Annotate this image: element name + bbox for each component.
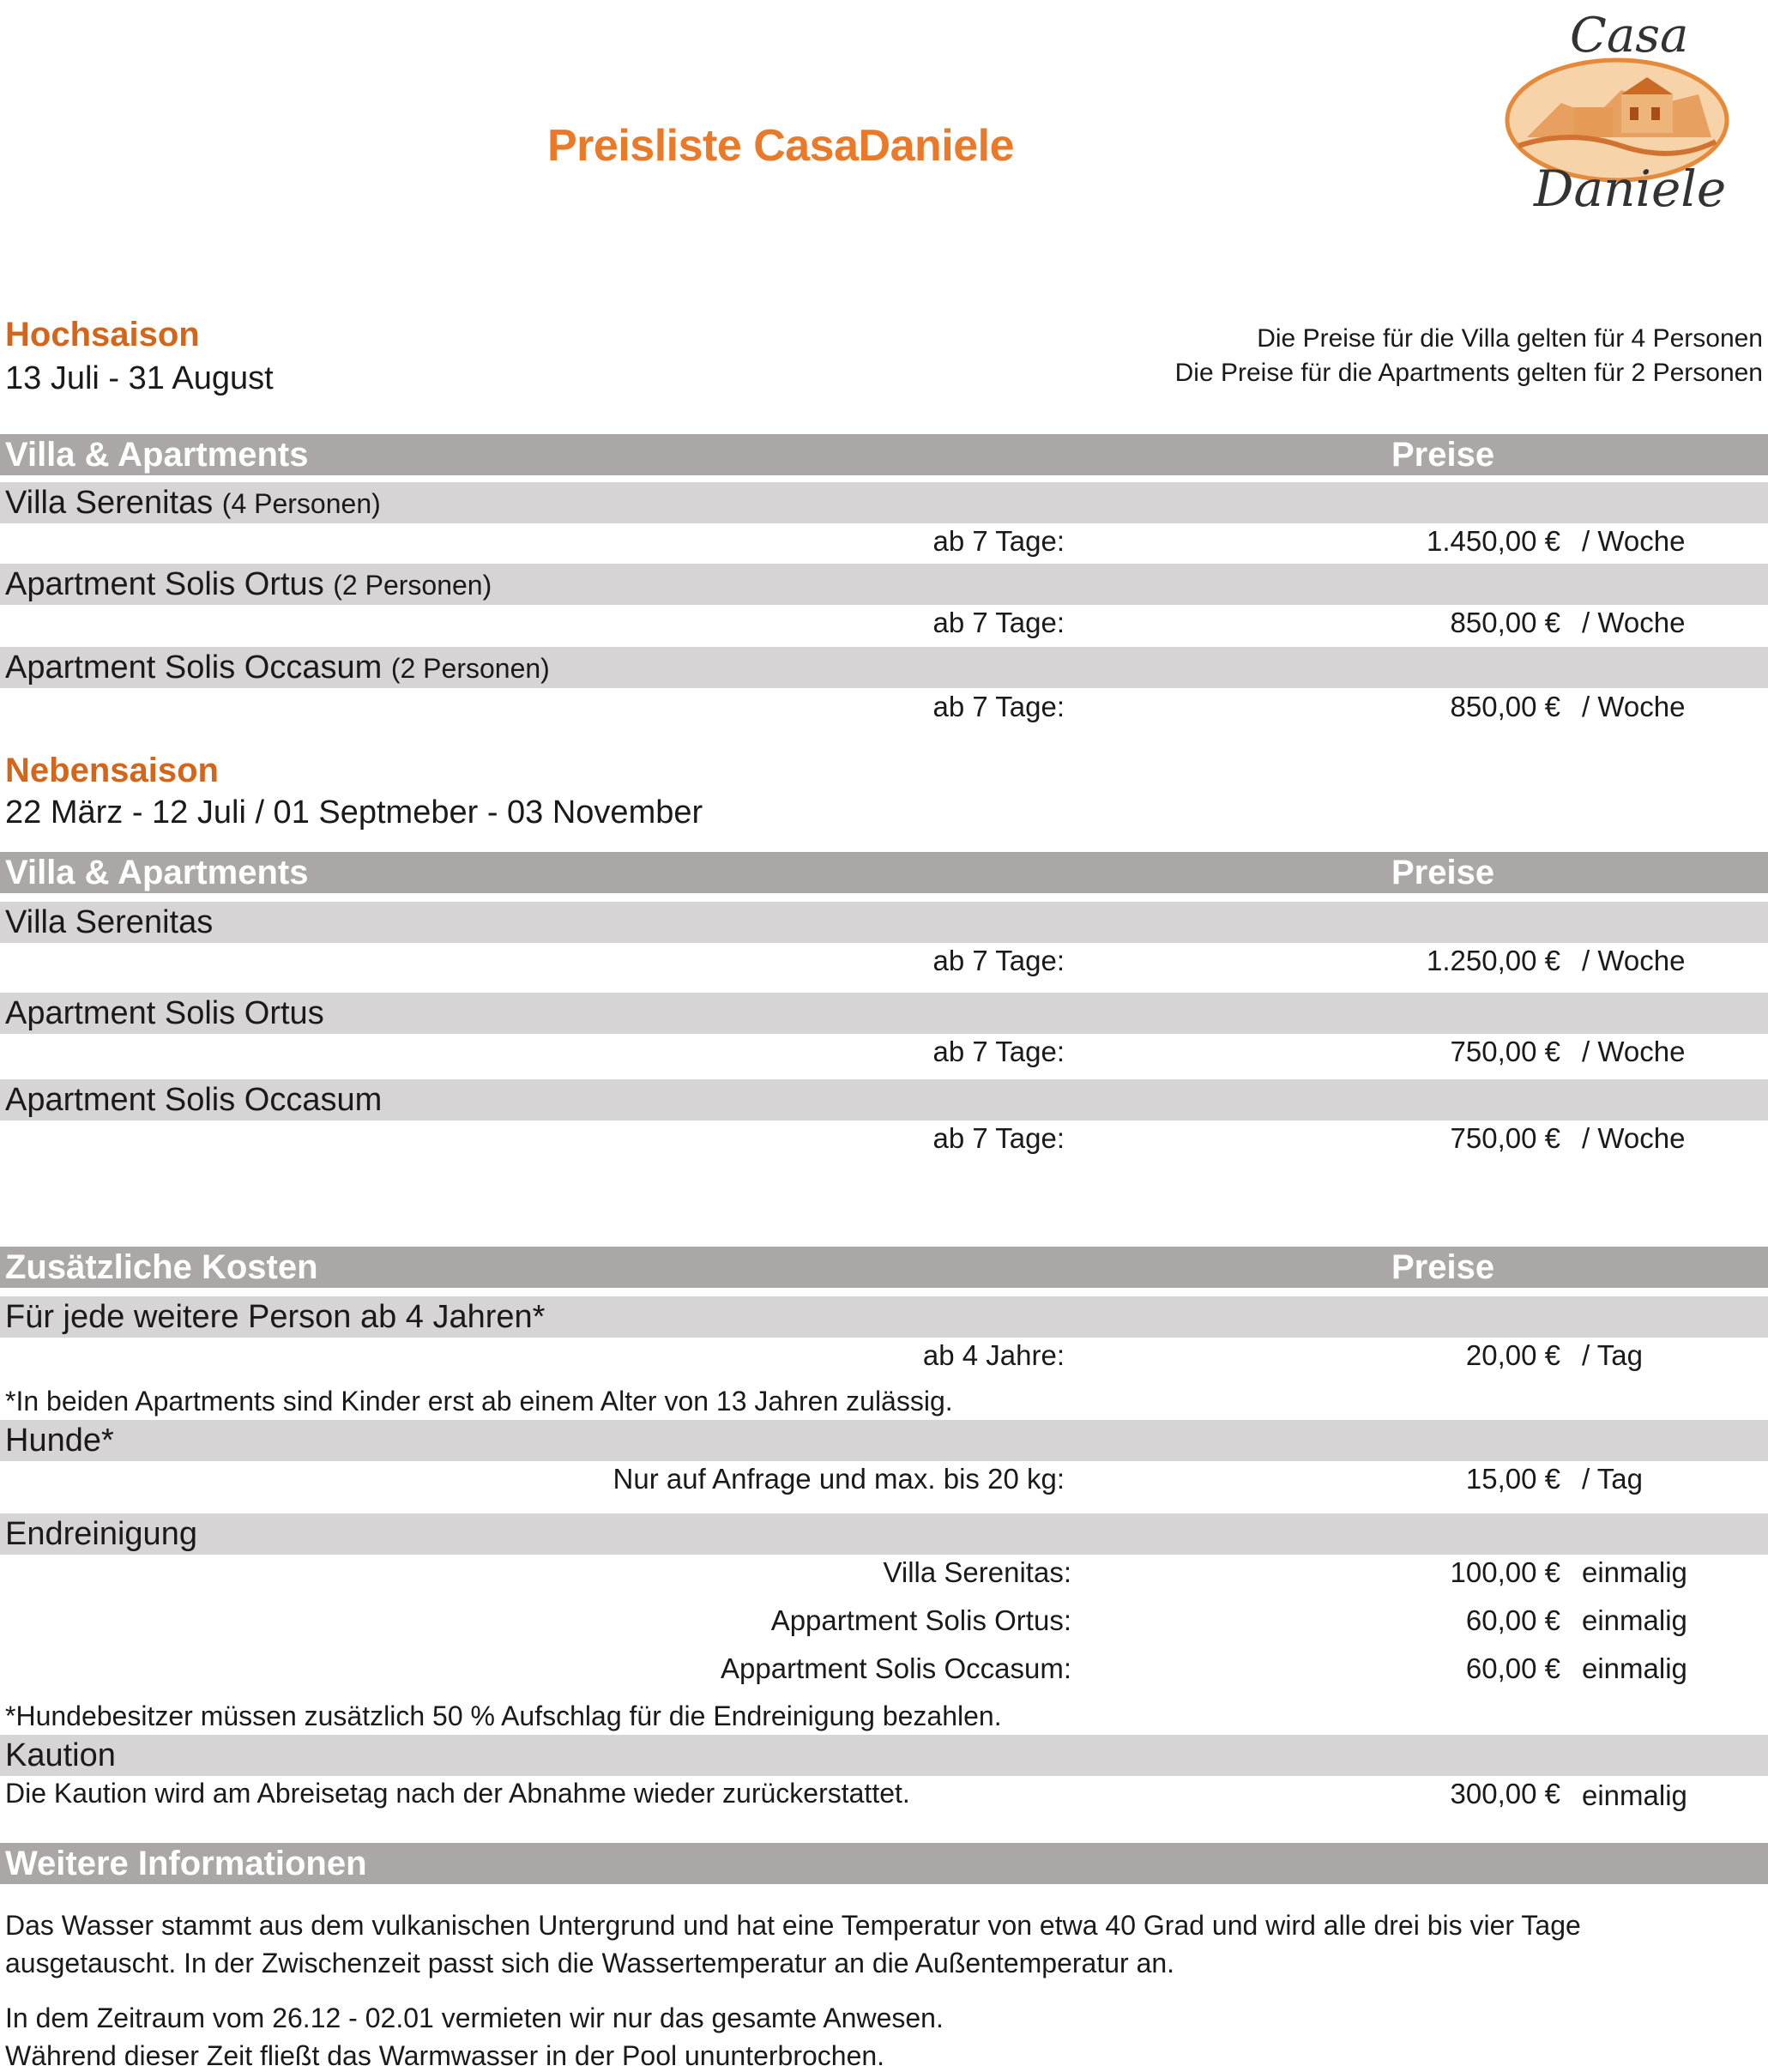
item-persons: (2 Personen) [390, 653, 550, 684]
bar-label: Zusätzliche Kosten [5, 1248, 318, 1286]
item-persons: (2 Personen) [333, 570, 492, 601]
item-price: 850,00 € [1450, 691, 1560, 722]
item-label: Villa Serenitas: [883, 1556, 1071, 1588]
item-unit: / Tag [1582, 1339, 1643, 1371]
item-price: 850,00 € [1450, 607, 1560, 638]
item-name: Villa Serenitas [5, 904, 214, 940]
high-item-row [0, 564, 1768, 605]
item-name: Apartment Solis Ortus [5, 995, 324, 1031]
water-info-paragraph: Das Wasser stammt aus dem vulkanischen Untergrund und hat eine Temperatur von etwa 40 Grad und wird alle drei bis vier Tage ausgetauscht. In der Zwischenzeit passt sich die Wassertemperatur an die Außentemperatur an. [5, 1910, 1581, 1978]
logo-text-top: Casa [1570, 9, 1689, 63]
item-price: 100,00 € [1450, 1556, 1560, 1588]
dog-cleaning-footnote: *Hundebesitzer müssen zusätzlich 50 % Aufschlag für die Endreinigung bezahlen. [5, 1700, 1002, 1731]
cleaning-row [0, 1513, 1768, 1555]
item-unit: / Woche [1582, 1036, 1686, 1067]
dogs-row [0, 1420, 1768, 1461]
item-unit: / Woche [1582, 607, 1686, 638]
item-name: Apartment Solis Occasum [5, 649, 383, 686]
item-name: Für jede weitere Person ab 4 Jahren* [5, 1299, 546, 1335]
villa-persons-note: Die Preise für die Villa gelten für 4 Personen [1257, 324, 1763, 353]
item-price: 300,00 € [1450, 1778, 1560, 1809]
low-item-row [0, 993, 1768, 1034]
item-persons: (4 Personen) [221, 488, 381, 519]
item-unit: / Tag [1582, 1463, 1643, 1495]
bar-label: Villa & Apartments [5, 436, 309, 474]
extra-person-row [0, 1296, 1768, 1338]
item-duration: ab 7 Tage: [932, 1036, 1065, 1067]
item-unit: / Woche [1582, 945, 1686, 976]
item-price: 1.450,00 € [1427, 525, 1560, 557]
low-item-row [0, 1079, 1768, 1121]
bar-price-label: Preise [1391, 854, 1495, 891]
high-season-header-bar [0, 434, 1768, 475]
item-duration: Nur auf Anfrage und max. bis 20 kg: [612, 1463, 1065, 1495]
apartment-persons-note: Die Preise für die Apartments gelten für 2 Personen [1174, 359, 1763, 387]
item-label: Appartment Solis Ortus: [770, 1604, 1071, 1636]
item-price: 60,00 € [1465, 1604, 1560, 1636]
low-season-dates: 22 März - 12 Juli / 01 Septmeber - 03 November [5, 794, 703, 831]
bar-label: Villa & Apartments [5, 854, 309, 891]
low-season-header-bar [0, 852, 1768, 893]
high-season-dates: 13 Juli - 31 August [5, 360, 274, 396]
item-unit: einmalig [1582, 1556, 1687, 1588]
item-label: Appartment Solis Occasum: [721, 1652, 1071, 1684]
item-price: 15,00 € [1465, 1463, 1560, 1495]
page-title: Preisliste CasaDaniele [547, 121, 1014, 171]
item-name: Apartment Solis Ortus [5, 566, 324, 602]
children-footnote: *In beiden Apartments sind Kinder erst ab einem Alter von 13 Jahren zulässig. [5, 1386, 953, 1417]
deposit-row [0, 1735, 1768, 1776]
item-price: 750,00 € [1450, 1036, 1560, 1067]
casa-daniele-logo [1493, 9, 1733, 214]
high-item-row [0, 482, 1768, 523]
item-duration: ab 7 Tage: [932, 607, 1065, 638]
item-unit: / Woche [1582, 691, 1686, 722]
item-unit: einmalig [1582, 1604, 1687, 1636]
item-name: Apartment Solis Occasum [5, 1082, 383, 1118]
holiday-info-line1: In dem Zeitraum vom 26.12 - 02.01 vermieten wir nur das gesamte Anwesen. [5, 2003, 944, 2033]
item-name: Kaution [5, 1737, 116, 1773]
high-item-row [0, 647, 1768, 688]
low-item-row [0, 902, 1768, 943]
holiday-info-line2: Während dieser Zeit fließt das Warmwasser in der Pool ununterbrochen. [5, 2040, 885, 2071]
item-duration: ab 7 Tage: [932, 691, 1065, 722]
item-duration: ab 4 Jahre: [922, 1339, 1065, 1371]
extra-costs-header-bar [0, 1247, 1768, 1288]
item-unit: einmalig [1582, 1652, 1687, 1684]
bar-label: Weitere Informationen [5, 1845, 367, 1882]
item-unit: / Woche [1582, 1122, 1686, 1154]
item-name: Hunde* [5, 1423, 114, 1459]
item-name: Endreinigung [5, 1516, 197, 1552]
item-name: Villa Serenitas [5, 485, 214, 521]
item-duration: ab 7 Tage: [932, 525, 1065, 557]
item-price: 60,00 € [1465, 1652, 1560, 1684]
logo-text-bottom: Daniele [1534, 160, 1727, 214]
high-season-title: Hochsaison [5, 316, 200, 353]
bar-price-label: Preise [1391, 436, 1495, 474]
low-season-title: Nebensaison [5, 752, 219, 789]
item-unit: einmalig [1582, 1779, 1687, 1811]
item-price: 750,00 € [1450, 1122, 1560, 1154]
item-duration: ab 7 Tage: [932, 1122, 1065, 1154]
bar-price-label: Preise [1391, 1248, 1495, 1286]
deposit-text: Die Kaution wird am Abreisetag nach der Abnahme wieder zurückerstattet. [5, 1778, 910, 1809]
item-price: 1.250,00 € [1427, 945, 1560, 976]
item-price: 20,00 € [1465, 1339, 1560, 1371]
info-header-bar [0, 1843, 1768, 1884]
item-duration: ab 7 Tage: [932, 945, 1065, 976]
item-unit: / Woche [1582, 525, 1686, 557]
